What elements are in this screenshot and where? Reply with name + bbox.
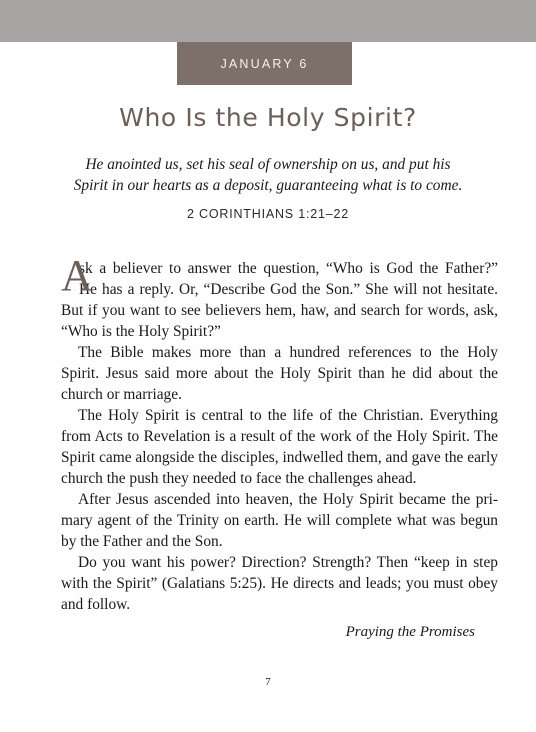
body-line: church or marriage. — [61, 386, 182, 403]
scripture-verse — [40, 154, 496, 196]
body-line: After Jesus ascended into heaven, the Holy Spirit became the pri- — [78, 491, 498, 508]
body-line: church the push they needed to face the challenges ahead. — [61, 470, 417, 487]
body-line: by the Father and the Son. — [61, 533, 223, 550]
verse-line: Spirit in our hearts as a deposit, guaranteeing what is to come. — [73, 177, 463, 194]
scripture-reference: 2 CORINTHIANS 1:21–22 — [187, 207, 349, 221]
drop-cap: A — [61, 251, 93, 300]
header-band — [0, 0, 536, 42]
body-line: with the Spirit” (Galatians 5:25). He directs and leads; you must obey — [61, 575, 498, 592]
body-line: “Who is the Holy Spirit?” — [61, 323, 221, 340]
body-line: and follow. — [61, 596, 131, 613]
page-title: Who Is the Holy Spirit? — [119, 103, 417, 132]
body-line: sk a believer to answer the question, “Who is God the Father?” — [79, 260, 498, 277]
body-line: Spirit came alongside the disciples, indwelled them, and gave the early — [61, 449, 498, 466]
verse-line: He anointed us, set his seal of ownership on us, and put his — [85, 156, 451, 173]
body-line: But if you want to see believers hem, haw, and search for words, ask, — [61, 302, 498, 319]
body-line: mary agent of the Trinity on earth. He will complete what was begun — [61, 512, 498, 529]
body-line: He has a reply. Or, “Describe God the Son.” She will not hesitate. — [79, 281, 498, 298]
body-line: The Bible makes more than a hundred references to the Holy — [78, 344, 498, 361]
date-label: JANUARY 6 — [220, 56, 309, 71]
body-text — [61, 251, 498, 615]
body-line: from Acts to Revelation is a result of the work of the Holy Spirit. The — [61, 428, 498, 445]
date-tab — [177, 42, 352, 85]
body-line: Spirit. Jesus said more about the Holy Spirit than he did about the — [61, 365, 498, 382]
page-number: 7 — [265, 676, 271, 688]
body-line: Do you want his power? Direction? Strength? Then “keep in step — [78, 554, 498, 571]
signature-source: Praying the Promises — [345, 624, 475, 640]
body-line: The Holy Spirit is central to the life of the Christian. Everything — [78, 407, 498, 424]
